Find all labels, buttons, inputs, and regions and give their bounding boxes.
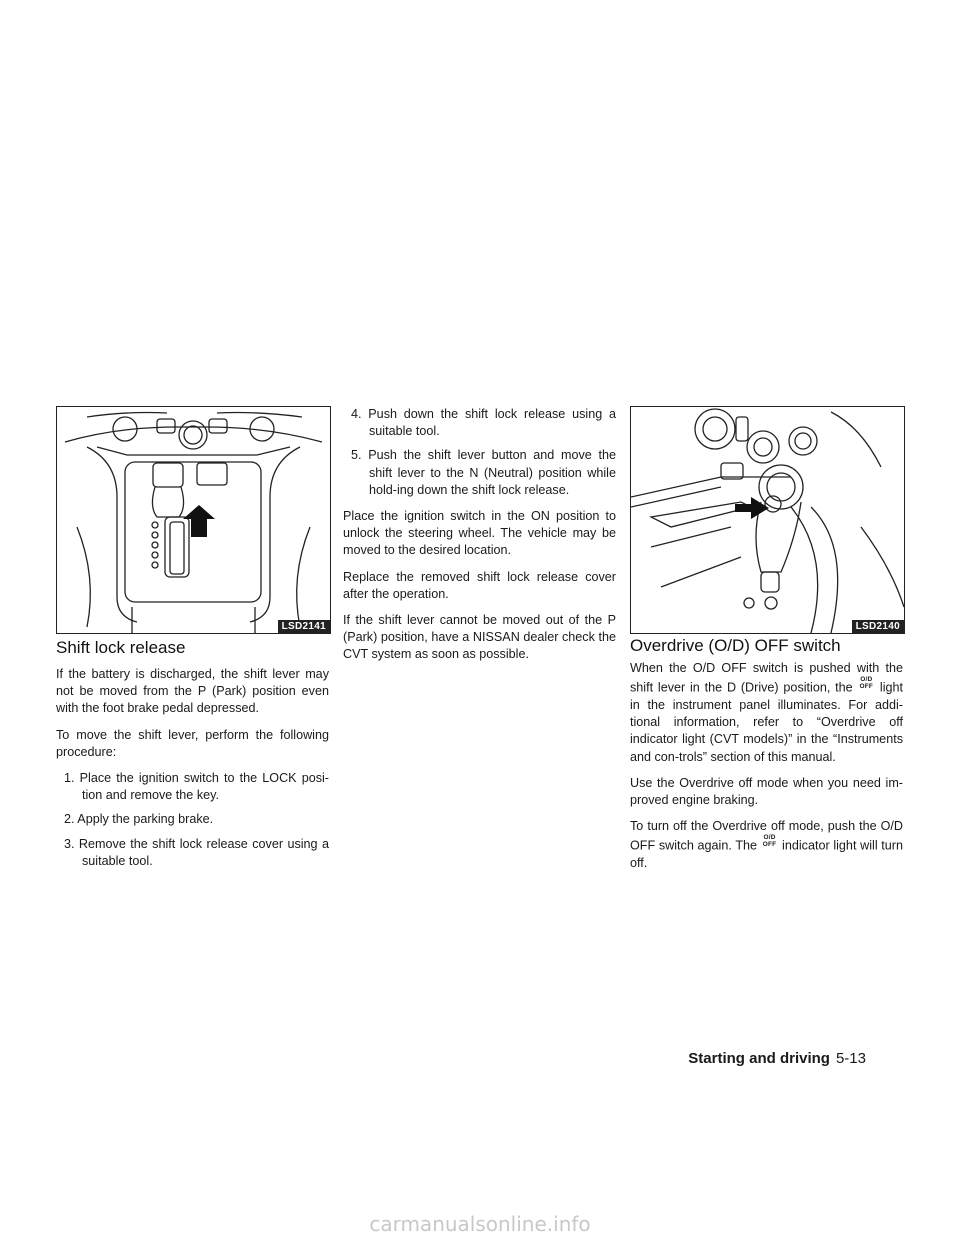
watermark: carmanualsonline.info — [369, 1212, 591, 1236]
paragraph-turn-off-b: indicator light will turn off. — [630, 838, 904, 871]
footer-section-name: Starting and driving — [688, 1050, 830, 1067]
od-icon-top: O/D — [763, 834, 776, 842]
paragraph-od-text-a: When the O/D OFF switch is pushed with the shift lever in the D (Drive) position, the — [630, 661, 903, 695]
figure-label: LSD2141 — [278, 620, 330, 633]
paragraph-dealer: If the shift lever cannot be moved out of the P (Park) position, have a NISSAN dealer check the CVT system as soon as possible. — [343, 613, 616, 662]
od-icon-top: O/D — [860, 676, 873, 684]
section-title-overdrive: Overdrive (O/D) OFF switch — [630, 636, 841, 655]
procedure-steps-a — [56, 770, 329, 870]
list-item: 1. Place the ignition switch to the LOCK posi-tion and remove the key. — [64, 771, 329, 803]
list-item: 5. Push the shift lever button and move the shift lever to the N (Neutral) position while hold-ing down the shift lock release. — [351, 448, 616, 497]
od-off-indicator-icon — [763, 835, 777, 848]
overdrive-switch-figure — [630, 406, 905, 634]
od-icon-bottom: OFF — [762, 840, 777, 848]
paragraph-engine-braking: Use the Overdrive off mode when you need im-proved engine braking. — [630, 775, 903, 807]
shift-lock-figure — [56, 406, 331, 634]
shift-console-illustration — [57, 407, 330, 633]
paragraph-turn-off — [630, 818, 903, 872]
paragraph-lead: To move the shift lever, perform the following procedure: — [56, 727, 329, 759]
middle-column — [343, 406, 616, 673]
section-title-shift-lock: Shift lock release — [56, 638, 186, 657]
paragraph-od-switch — [630, 660, 903, 766]
shift-knob-illustration — [631, 407, 904, 633]
paragraph-replace-cover: Replace the removed shift lock release cover after the operation. — [343, 569, 616, 601]
procedure-steps-b — [343, 406, 616, 499]
paragraph-od-text-b: light in the instrument panel illuminates. For addi-tional information, refer to “Overdrive off indicator light (CVT models)” in the “Instruments and con-trols” section of this manual. — [630, 680, 903, 764]
page-footer — [688, 1050, 866, 1067]
od-off-indicator-icon — [859, 677, 873, 690]
right-column — [630, 660, 903, 881]
figure-label: LSD2140 — [852, 620, 904, 633]
left-column — [56, 666, 329, 879]
list-item: 2. Apply the parking brake. — [64, 812, 214, 827]
list-item: 4. Push down the shift lock release using a suitable tool. — [351, 407, 616, 439]
paragraph-turn-off-a: To turn off the Overdrive off mode, push the O/D OFF switch again. The — [630, 819, 903, 853]
footer-page-number: 5-13 — [835, 1050, 866, 1067]
paragraph-intro: If the battery is discharged, the shift lever may not be moved from the P (Park) position even with the foot brake pedal depressed. — [56, 667, 329, 716]
list-item: 3. Remove the shift lock release cover using a suitable tool. — [64, 836, 329, 868]
od-icon-bottom: OFF — [859, 682, 874, 690]
paragraph-ignition-on: Place the ignition switch in the ON position to unlock the steering wheel. The vehicle may be moved to the desired location. — [343, 509, 616, 558]
